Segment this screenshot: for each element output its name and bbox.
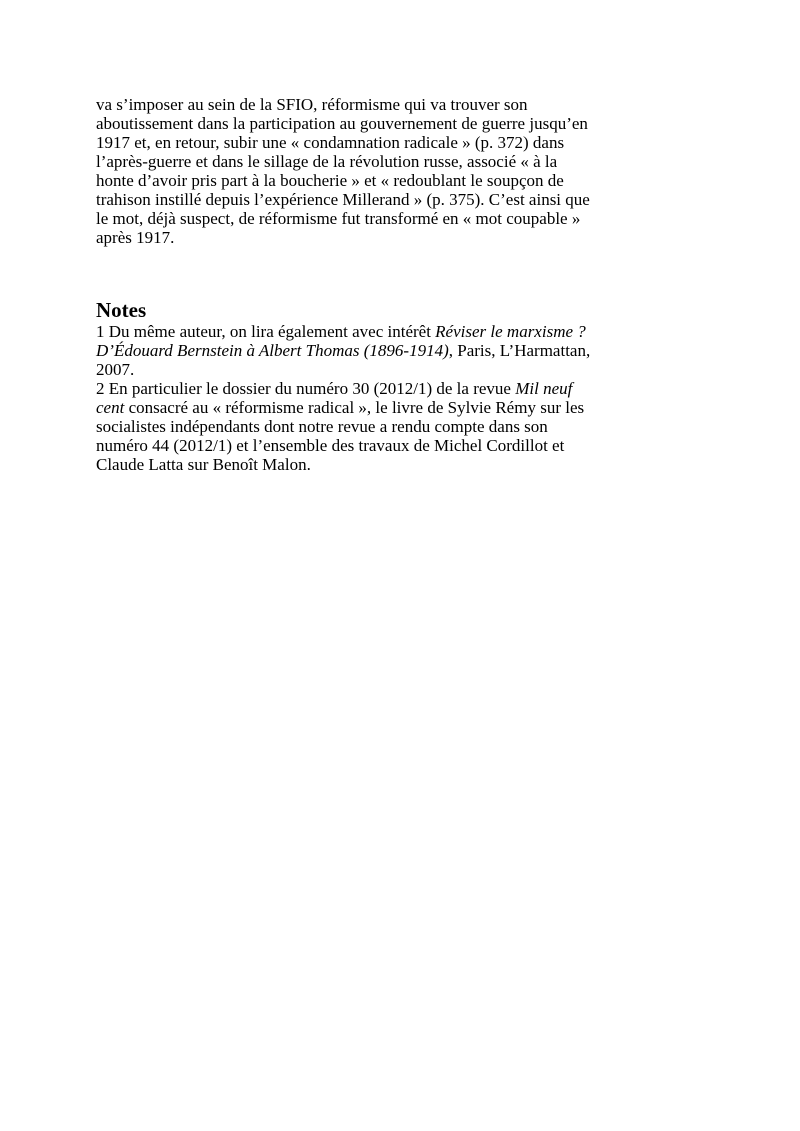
- body-line: l’après-guerre et dans le sillage de la révolution russe, associé « à la: [96, 152, 558, 171]
- footnote-2: [96, 379, 708, 474]
- footnote-italic-title: Réviser le marxisme ?: [435, 322, 586, 341]
- footnote-line: Claude Latta sur Benoît Malon.: [96, 455, 311, 474]
- footnote-line: [96, 341, 708, 360]
- footnote-text: consacré au « réformisme radical », le livre de Sylvie Rémy sur les: [124, 398, 585, 417]
- footnote-line: [96, 398, 708, 417]
- document-page: [96, 95, 708, 474]
- body-line: le mot, déjà suspect, de réformisme fut transformé en « mot coupable »: [96, 209, 581, 228]
- body-paragraph: [96, 95, 708, 247]
- footnote-line: [96, 322, 708, 341]
- body-line: après 1917.: [96, 228, 175, 247]
- body-line: 1917 et, en retour, subir une « condamnation radicale » (p. 372) dans: [96, 133, 565, 152]
- notes-heading: Notes: [96, 298, 147, 322]
- footnote-text: 1 Du même auteur, on lira également avec intérêt: [96, 322, 436, 341]
- footnote-italic-title: cent: [96, 398, 125, 417]
- footnote-italic-title: D’Édouard Bernstein à Albert Thomas (1896-1914): [96, 341, 449, 360]
- footnote-text: , Paris, L’Harmattan,: [448, 341, 591, 360]
- footnote-1: [96, 322, 708, 379]
- footnote-text: 2 En particulier le dossier du numéro 30 (2012/1) de la revue: [96, 379, 516, 398]
- footnote-line: socialistes indépendants dont notre revue a rendu compte dans son: [96, 417, 548, 436]
- footnote-line: 2007.: [96, 360, 135, 379]
- footnote-line: [96, 379, 708, 398]
- body-line: aboutissement dans la participation au gouvernement de guerre jusqu’en: [96, 114, 588, 133]
- footnote-italic-title: Mil neuf: [515, 379, 573, 398]
- body-line: va s’imposer au sein de la SFIO, réformisme qui va trouver son: [96, 95, 528, 114]
- footnote-line: numéro 44 (2012/1) et l’ensemble des travaux de Michel Cordillot et: [96, 436, 565, 455]
- body-line: honte d’avoir pris part à la boucherie » et « redoublant le soupçon de: [96, 171, 564, 190]
- body-line: trahison instillé depuis l’expérience Millerand » (p. 375). C’est ainsi que: [96, 190, 590, 209]
